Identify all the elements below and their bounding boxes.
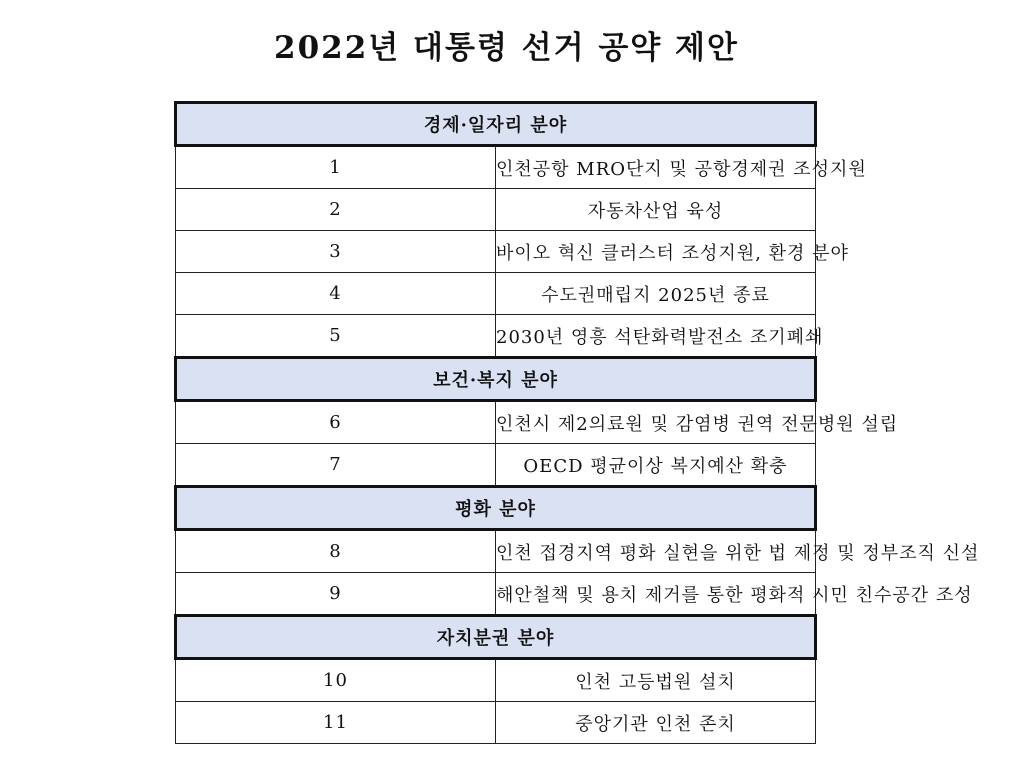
table-row [176, 231, 816, 273]
proposals-table [174, 101, 980, 744]
item-number: 6 [176, 401, 496, 444]
item-number: 7 [176, 444, 496, 487]
section-header [176, 358, 816, 401]
item-number: 4 [176, 273, 496, 315]
table-row [176, 702, 816, 744]
table-row [176, 530, 816, 573]
item-number: 2 [176, 189, 496, 231]
table-row [176, 189, 816, 231]
item-text: OECD 평균이상 복지예산 확충 [496, 444, 816, 487]
item-text: 바이오 혁신 클러스터 조성지원, 환경 분야 [496, 231, 816, 273]
item-number: 1 [176, 146, 496, 189]
item-number: 9 [176, 573, 496, 616]
item-number: 3 [176, 231, 496, 273]
item-text: 인천 고등법원 설치 [496, 659, 816, 702]
section-heading-welfare: 보건·복지 분야 [176, 358, 816, 401]
table-row [176, 659, 816, 702]
section-heading-peace: 평화 분야 [176, 487, 816, 530]
table-row [176, 444, 816, 487]
section-header [176, 103, 816, 146]
item-text: 해안철책 및 용치 제거를 통한 평화적 시민 친수공간 조성 [496, 573, 816, 616]
table-row [176, 273, 816, 315]
item-text: 인천공항 MRO단지 및 공항경제권 조성지원 [496, 146, 816, 189]
table-row [176, 146, 816, 189]
item-text: 수도권매립지 2025년 종료 [496, 273, 816, 315]
section-header [176, 487, 816, 530]
section-header [176, 616, 816, 659]
item-number: 10 [176, 659, 496, 702]
item-text: 2030년 영흥 석탄화력발전소 조기폐쇄 [496, 315, 816, 358]
item-text: 자동차산업 육성 [496, 189, 816, 231]
table-row [176, 315, 816, 358]
page-title: 2022년 대통령 선거 공약 제안 [274, 30, 739, 66]
table-row [176, 401, 816, 444]
item-number: 11 [176, 702, 496, 744]
item-number: 5 [176, 315, 496, 358]
table-row [176, 573, 816, 616]
item-text: 중앙기관 인천 존치 [496, 702, 816, 744]
section-heading-autonomy: 자치분권 분야 [176, 616, 816, 659]
item-text: 인천시 제2의료원 및 감염병 권역 전문병원 설립 [496, 401, 816, 444]
item-number: 8 [176, 530, 496, 573]
item-text: 인천 접경지역 평화 실현을 위한 법 제정 및 정부조직 신설 [496, 530, 816, 573]
section-heading-economy: 경제·일자리 분야 [176, 103, 816, 146]
